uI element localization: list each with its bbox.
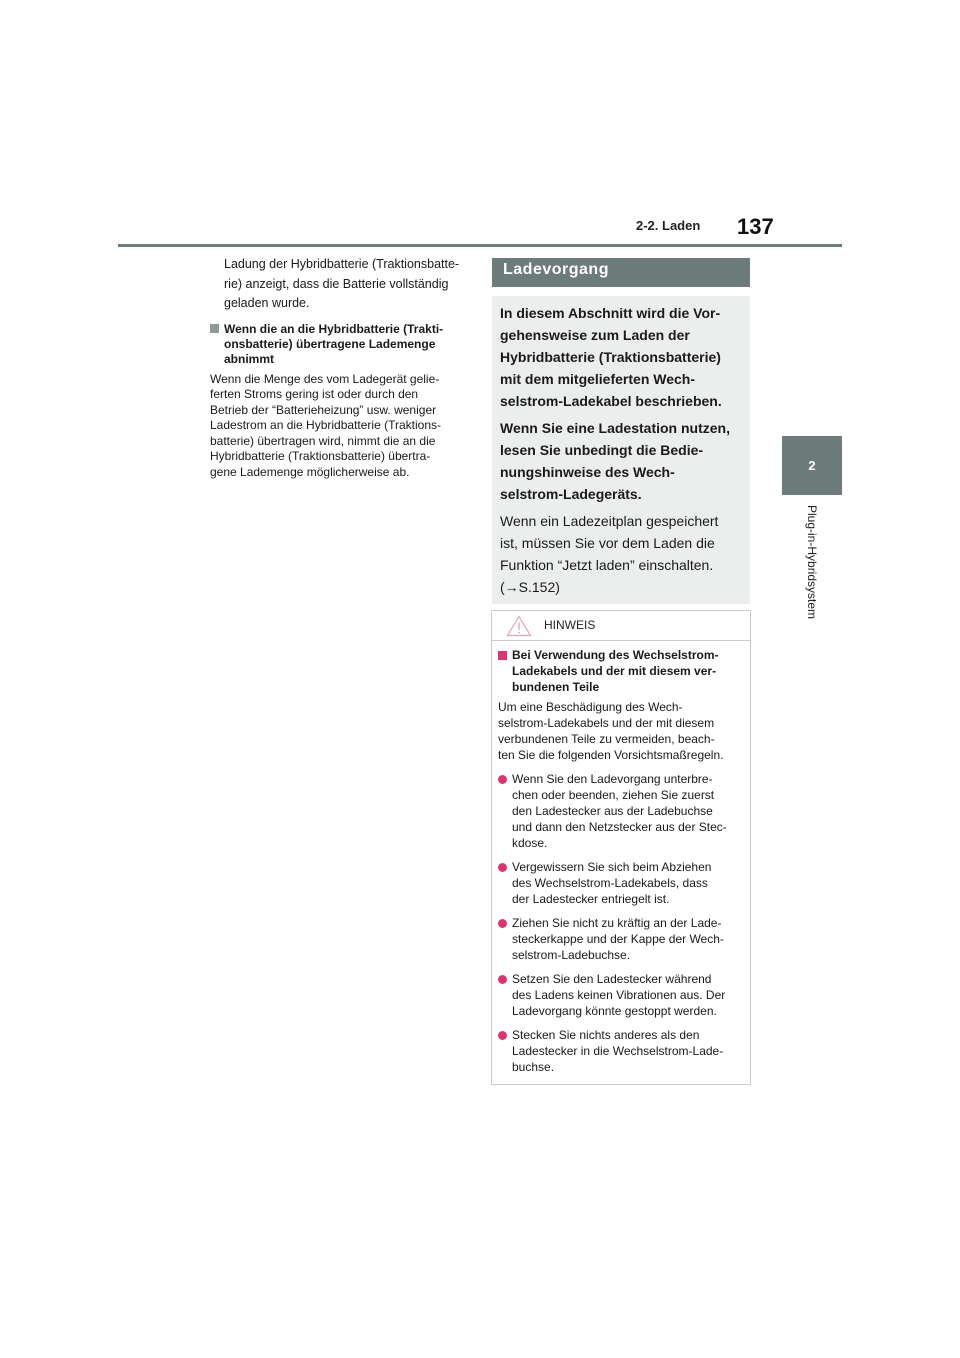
text-line: Wenn ein Ladezeitplan gespeichert — [500, 513, 719, 529]
text-line: selstrom-Ladekabel beschrieben. — [500, 393, 722, 409]
text-line: Wenn die Menge des vom Ladegerät gelie- — [210, 371, 440, 386]
chapter-number: 2 — [808, 458, 816, 473]
left-column — [210, 255, 465, 480]
text-line: Ladevorgang könnte gestoppt werden. — [512, 1004, 717, 1018]
text-line: Vergewissern Sie sich beim Abziehen — [512, 860, 712, 874]
bullet-dot-icon — [498, 975, 507, 984]
subheading-line: bundenen Teile — [512, 680, 600, 694]
square-bullet-icon — [498, 651, 507, 660]
section-heading: Ladevorgang — [503, 261, 609, 278]
list-item — [498, 771, 742, 851]
subheading-line: abnimmt — [224, 351, 275, 366]
notice-body — [492, 641, 750, 1075]
bullet-dot-icon — [498, 919, 507, 928]
text-line: selstrom-Ladekabels und der mit diesem — [498, 716, 715, 730]
section-heading-bar — [492, 258, 750, 287]
text-line: selstrom-Ladebuchse. — [512, 948, 631, 962]
text-line: batterie) übertragen wird, nimmt die an die — [210, 433, 436, 448]
text-line: des Ladens keinen Vibrationen aus. Der — [512, 988, 726, 1002]
text-line: ten Sie die folgenden Vorsichtsmaßregeln. — [498, 748, 724, 762]
bullet-dot-icon — [498, 1031, 507, 1040]
text-line: ist, müssen Sie vor dem Laden die — [500, 535, 715, 551]
intro-bold-paragraph-1 — [500, 302, 734, 412]
body-paragraph — [210, 372, 465, 481]
text-line: buchse. — [512, 1060, 555, 1074]
text-line: lesen Sie unbedingt die Bedie- — [500, 442, 704, 458]
text-line: mit dem mitgelieferten Wech- — [500, 371, 696, 387]
text-line: selstrom-Ladegeräts. — [500, 486, 642, 502]
square-bullet-icon — [210, 324, 219, 333]
text-line: Um eine Beschädigung des Wech- — [498, 700, 683, 714]
notice-header — [492, 611, 750, 641]
text-line: der Ladestecker entriegelt ist. — [512, 892, 670, 906]
text-line: Wenn Sie den Ladevorgang unterbre- — [512, 772, 713, 786]
notice-box — [491, 610, 751, 1085]
list-item — [498, 971, 742, 1019]
list-item — [498, 915, 742, 963]
text-line: und dann den Netzstecker aus der Stec- — [512, 820, 727, 834]
text-line: Ziehen Sie nicht zu kräftig an der Lade- — [512, 916, 722, 930]
subheading-line: Bei Verwendung des Wechselstrom- — [512, 648, 719, 662]
text-line: Ladestecker in die Wechselstrom-Lade- — [512, 1044, 724, 1058]
text-line: Hybridbatterie (Traktionsbatterie) — [500, 349, 721, 365]
text-line: steckerkappe und der Kappe der Wech- — [512, 932, 724, 946]
text-line: Hybridbatterie (Traktionsbatterie) übertra- — [210, 449, 431, 463]
text-line: nungshinweise des Wech- — [500, 464, 675, 480]
bullet-dot-icon — [498, 863, 507, 872]
text-line: Stecken Sie nichts anderes als den — [512, 1028, 700, 1042]
subheading-line: onsbatterie) übertragene Lademenge — [224, 336, 436, 351]
section-title: 2-2. Laden — [636, 218, 701, 233]
text-line: Setzen Sie den Ladestecker während — [512, 972, 712, 986]
text-line: Ladestrom an die Hybridbatterie (Traktions- — [210, 418, 441, 432]
page-reference[interactable]: (→S.152) — [500, 579, 560, 595]
continued-paragraph — [210, 255, 465, 314]
list-item — [498, 859, 742, 907]
text-line: Ladung der Hybridbatterie (Traktionsbatte- — [224, 257, 460, 271]
chapter-label: Plug-in-Hybridsystem — [805, 505, 819, 620]
subheading-line: Wenn die an die Hybridbatterie (Trakti- — [224, 321, 444, 336]
text-line: Funktion “Jetzt laden” einschalten. — [500, 557, 714, 573]
text-line: Wenn Sie eine Ladestation nutzen, — [500, 420, 730, 436]
notice-intro — [498, 699, 742, 763]
text-line: chen oder beenden, ziehen Sie zuerst — [512, 788, 715, 802]
notice-label: HINWEIS — [544, 618, 596, 632]
text-line: gehensweise zum Laden der — [500, 327, 690, 343]
subheading — [210, 322, 465, 367]
text-line: des Wechselstrom-Ladekabels, dass — [512, 876, 708, 890]
bullet-dot-icon — [498, 775, 507, 784]
intro-box — [492, 296, 750, 604]
subheading-line: Ladekabels und der mit diesem ver- — [512, 664, 717, 678]
text-line: den Ladestecker aus der Ladebuchse — [512, 804, 713, 818]
text-line: ferten Stroms gering ist oder durch den — [210, 387, 419, 401]
text-line: rie) anzeigt, dass die Batterie vollständig — [224, 276, 449, 291]
text-line: Betrieb der “Batterieheizung” usw. weniger — [210, 402, 437, 417]
header-rule — [118, 244, 842, 247]
intro-bold-paragraph-2 — [500, 417, 734, 505]
intro-plain-paragraph — [500, 510, 734, 598]
page-number: 137 — [737, 214, 774, 239]
list-item — [498, 1027, 742, 1075]
notice-subheading — [498, 647, 742, 695]
text-line: kdose. — [512, 836, 548, 850]
warning-triangle-icon — [506, 615, 532, 637]
text-line: geladen wurde. — [224, 296, 310, 310]
text-line: verbundenen Teile zu vermeiden, beach- — [498, 732, 715, 746]
text-line: In diesem Abschnitt wird die Vor- — [500, 305, 721, 321]
text-line: gene Lademenge möglicherweise ab. — [210, 464, 410, 479]
chapter-tab — [782, 436, 842, 495]
